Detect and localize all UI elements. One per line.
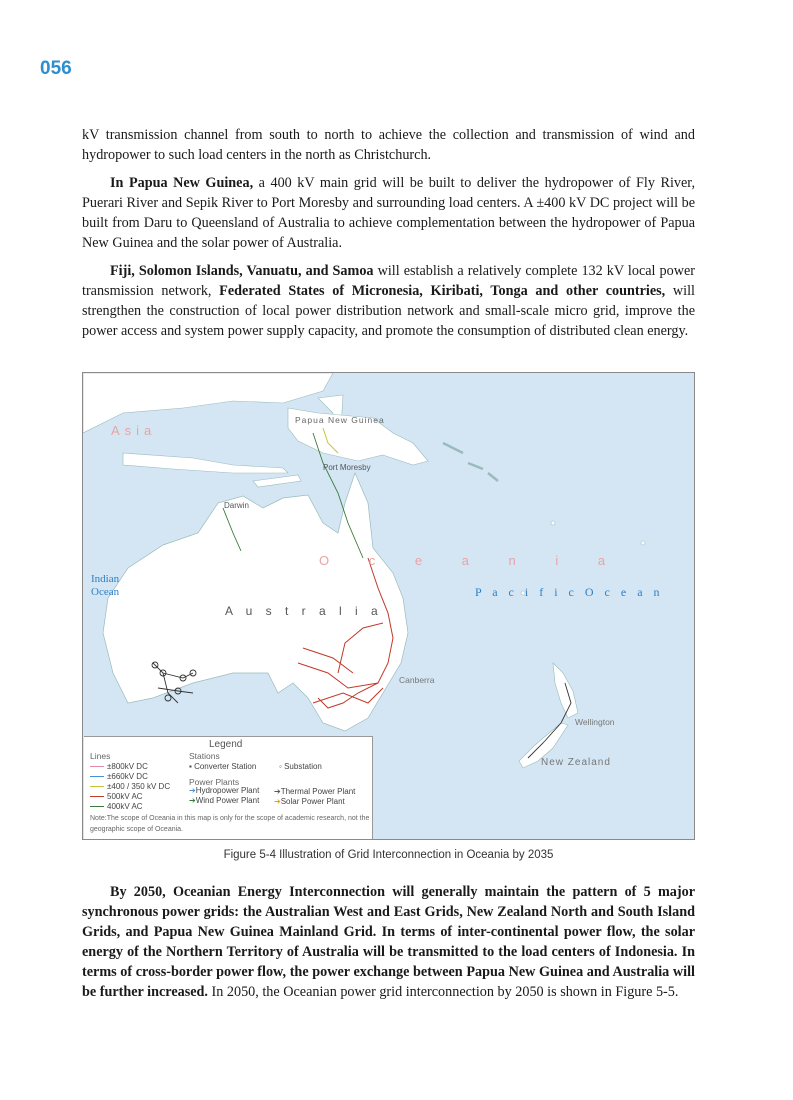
substation-icon: ◦ bbox=[279, 762, 282, 771]
legend-line-500kv-ac bbox=[90, 792, 143, 801]
figure-caption: Figure 5-4 Illustration of Grid Interconnection in Oceania by 2035 bbox=[223, 849, 554, 861]
legend-solar-plant bbox=[274, 797, 345, 806]
converter-station-icon: ▪ bbox=[189, 762, 192, 771]
oceania-label: O c e a n i a bbox=[319, 553, 624, 568]
legend-title: Legend bbox=[209, 739, 243, 750]
legend-line-800kv bbox=[90, 762, 148, 771]
paragraph-4-text: In 2050, the Oceanian power grid interconnection by 2050 is shown in Figure 5-5. bbox=[207, 984, 679, 1000]
thermal-plant-icon: ➔ bbox=[274, 787, 281, 796]
legend-wind-label: Wind Power Plant bbox=[195, 796, 260, 805]
legend-thermal-plant bbox=[274, 787, 355, 796]
legend-note: Note:The scope of Oceania in this map is only for the scope of academic research, not the geographic scope of Oceania. bbox=[90, 815, 370, 833]
legend-line-400kv-ac-label: 400kV AC bbox=[107, 802, 143, 811]
pacific-ocean-label: P a c i f i c O c e a n bbox=[475, 585, 664, 599]
png-label: Papua New Guinea bbox=[295, 415, 385, 425]
legend-wind-plant bbox=[189, 796, 259, 805]
solomon-islands bbox=[443, 443, 498, 481]
port-moresby-label: Port Moresby bbox=[323, 463, 371, 472]
legend-plants-header: Power Plants bbox=[189, 777, 240, 787]
legend-converter-station bbox=[189, 762, 256, 771]
hydropower-icon: ➔ bbox=[189, 786, 196, 795]
new-zealand-label: New Zealand bbox=[541, 757, 611, 768]
oceania-grid-map bbox=[82, 372, 695, 840]
legend-lines-header: Lines bbox=[90, 751, 111, 761]
legend-line-500kv-ac-label: 500kV AC bbox=[107, 792, 143, 801]
legend-hydro-plant bbox=[189, 786, 259, 795]
paragraph-3-text-2: will strengthen the construction of local power distribution network and small-scale micro grid, improve the power access and system power supply capacity, and promote the consumption of distributed clean energy. bbox=[82, 283, 696, 339]
timor-island bbox=[253, 475, 301, 487]
legend-line-800kv-label: ±800kV DC bbox=[107, 762, 148, 771]
paragraph-1: kV transmission channel from south to north to achieve the collection and transmission of wind and hydropower to such load centers in the north as Christchurch. bbox=[82, 127, 695, 163]
wind-plant-icon: ➔ bbox=[189, 796, 196, 805]
nz-north-island bbox=[553, 663, 578, 718]
australia-label: A u s t r a l i a bbox=[225, 604, 383, 618]
body-text-bottom bbox=[82, 882, 695, 1010]
legend-line-660kv-label: ±660kV DC bbox=[107, 772, 148, 781]
legend-line-400kv-dc bbox=[90, 782, 170, 791]
body-text-top bbox=[82, 125, 695, 349]
wellington-label: Wellington bbox=[575, 717, 615, 727]
indian-ocean-label-2: Ocean bbox=[91, 586, 120, 598]
legend-hydro-label: Hydropower Plant bbox=[195, 786, 260, 795]
legend-substation bbox=[279, 762, 322, 771]
darwin-label: Darwin bbox=[224, 501, 249, 510]
map-legend bbox=[84, 736, 373, 840]
paragraph-3-bold-1: Fiji, Solomon Islands, Vanuatu, and Samoa bbox=[110, 263, 374, 279]
australia-land bbox=[103, 473, 408, 731]
legend-line-400kv-dc-label: ±400 / 350 kV DC bbox=[107, 782, 171, 791]
canberra-label: Canberra bbox=[399, 675, 435, 685]
indian-ocean-label-1: Indian bbox=[91, 573, 120, 585]
asia-label: Asia bbox=[111, 423, 157, 438]
legend-thermal-label: Thermal Power Plant bbox=[280, 787, 356, 796]
legend-line-400kv-ac bbox=[90, 802, 143, 811]
paragraph-2-bold: In Papua New Guinea, bbox=[110, 175, 254, 191]
solar-plant-icon: ➔ bbox=[274, 797, 281, 806]
paragraph-3 bbox=[82, 261, 695, 341]
indonesia-islands bbox=[123, 453, 288, 473]
legend-line-660kv bbox=[90, 772, 148, 781]
legend-solar-label: Solar Power Plant bbox=[280, 797, 345, 806]
legend-converter-label: Converter Station bbox=[194, 762, 257, 771]
paragraph-2 bbox=[82, 173, 695, 253]
paragraph-3-text-1: will establish a relatively complete 132 kV local power transmission network, bbox=[82, 263, 695, 299]
page-number: 056 bbox=[40, 58, 72, 79]
paragraph-2-text: a 400 kV main grid will be built to deliver the hydropower of Fly River, Puerari River and Sepik River to Port Moresby and surrounding load centers. A ±400 kV DC project will be built from Daru to Queensland of Australia to achieve complementation between the hydropower of Papua New Guinea and the solar power of Australia. bbox=[82, 175, 695, 251]
legend-substation-label: Substation bbox=[284, 762, 322, 771]
paragraph-3-bold-2: Federated States of Micronesia, Kiribati, Tonga and other countries, bbox=[219, 283, 666, 299]
legend-stations-header: Stations bbox=[189, 751, 220, 761]
paragraph-4-bold: By 2050, Oceanian Energy Interconnection will generally maintain the pattern of 5 major synchronous power grids: the Australian West and East Grids, New Zealand North and South Island Grids, and Papua New Guinea Mainland Grid. In terms of inter-continental power flow, the solar energy of the Northern Territory of Australia will be transmitted to the load centers of Indonesia. In terms of cross-border power flow, the power exchange between Papua New Guinea and Australia will be further increased. bbox=[82, 884, 695, 1000]
paragraph-4 bbox=[82, 882, 695, 1002]
